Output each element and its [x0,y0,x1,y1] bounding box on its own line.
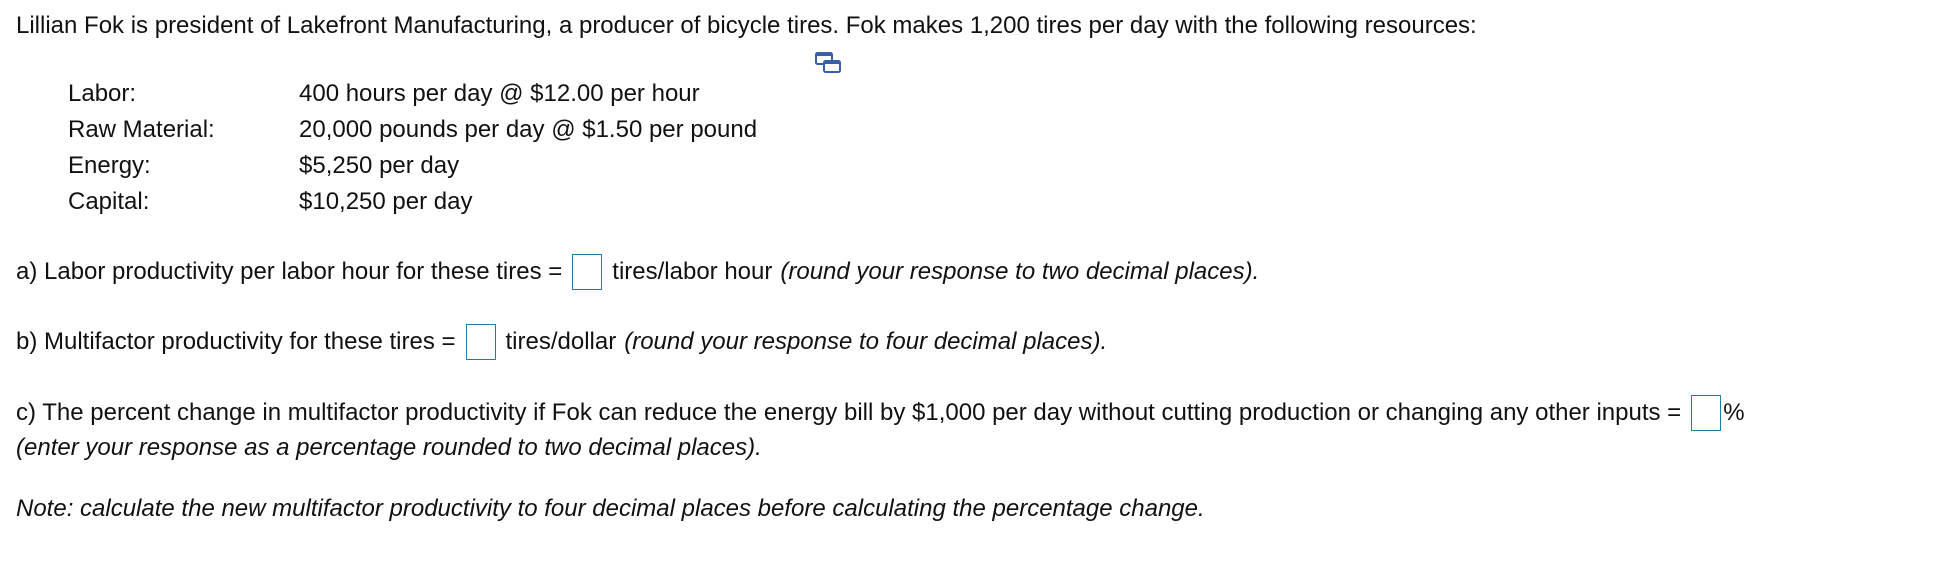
answer-input-a[interactable] [572,254,602,290]
answer-input-b[interactable] [466,324,496,360]
copy-icon[interactable] [815,52,841,74]
resource-value: 400 hours per day @ $12.00 per hour [299,80,700,107]
question-b-hint: (round your response to four decimal places). [624,328,1108,355]
answer-input-c[interactable] [1691,395,1721,431]
question-a-prefix: a) Labor productivity per labor hour for these tires = [16,258,563,285]
note-line [16,495,1205,523]
question-a [16,254,1259,290]
question-b-unit: tires/dollar [505,328,617,355]
question-b [16,324,1107,360]
question-c-hint-line [16,434,762,462]
problem-intro: Lillian Fok is president of Lakefront Manufacturing, a producer of bicycle tires. Fok makes 1,200 tires per day with the following resources: [16,12,1477,39]
question-c [16,395,1745,431]
resource-label: Capital: [68,188,150,215]
question-c-prefix: c) The percent change in multifactor productivity if Fok can reduce the energy bill by $1,000 per day without cutting production or changing any other inputs = [16,399,1682,426]
question-c-unit: % [1723,399,1745,426]
calculation-note: Note: calculate the new multifactor productivity to four decimal places before calculating the percentage change. [16,495,1205,522]
question-c-hint: (enter your response as a percentage rounded to two decimal places). [16,434,762,461]
question-b-prefix: b) Multifactor productivity for these tires = [16,328,456,355]
resource-label: Raw Material: [68,116,215,143]
resource-value: $5,250 per day [299,152,460,179]
question-a-hint: (round your response to two decimal places). [780,258,1260,285]
resource-label: Labor: [68,80,137,107]
resource-label: Energy: [68,152,151,179]
resource-value: 20,000 pounds per day @ $1.50 per pound [299,116,758,143]
question-a-unit: tires/labor hour [612,258,773,285]
resource-value: $10,250 per day [299,188,473,215]
